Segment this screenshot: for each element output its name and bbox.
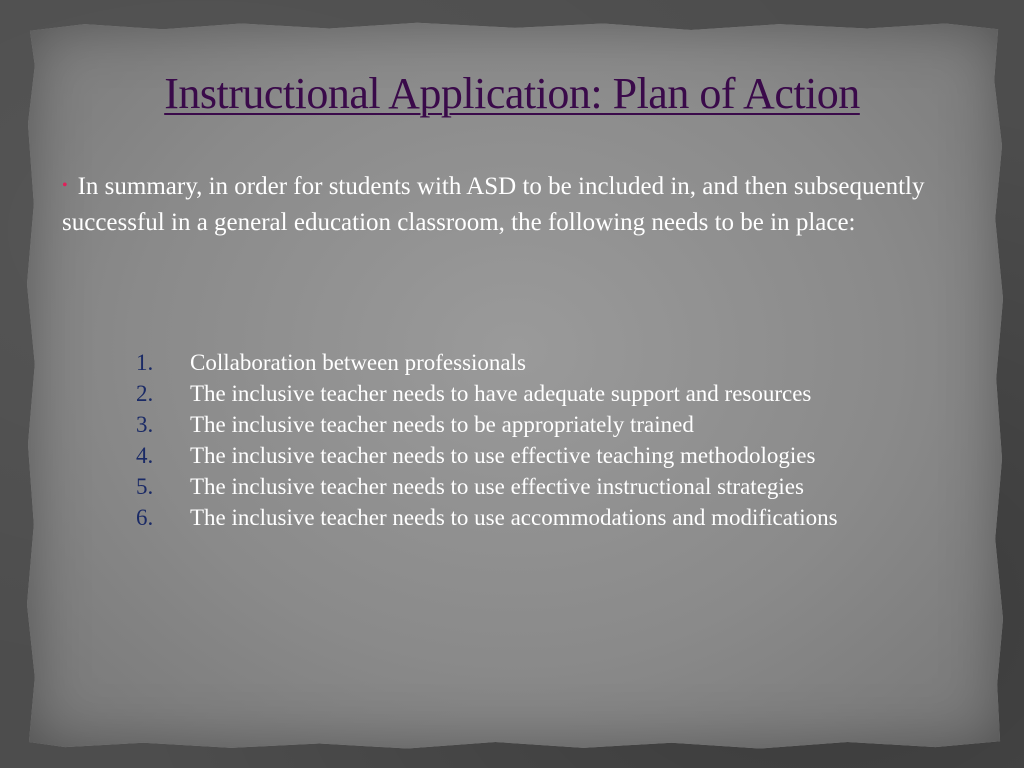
list-item-number: 4. — [136, 443, 154, 468]
list-item — [136, 502, 996, 533]
slide-title: Instructional Application: Plan of Action — [164, 69, 860, 118]
list-item-text: The inclusive teacher needs to be appropriately trained — [190, 412, 694, 437]
action-list — [136, 347, 996, 533]
list-item-text: The inclusive teacher needs to use effective instructional strategies — [190, 474, 804, 499]
list-item — [136, 409, 996, 440]
list-item-text: Collaboration between professionals — [190, 350, 526, 375]
list-item-number: 3. — [136, 412, 154, 437]
list-item — [136, 471, 996, 502]
list-item-number: 5. — [136, 474, 154, 499]
summary-text: In summary, in order for students with ASD to be included in, and then subsequently successful in a general education classroom, the following needs to be in place: — [62, 173, 925, 236]
bullet-icon: • — [62, 177, 68, 194]
list-item — [136, 378, 996, 409]
list-item-text: The inclusive teacher needs to use effective teaching methodologies — [190, 443, 816, 468]
list-item-number: 2. — [136, 381, 154, 406]
list-item — [136, 440, 996, 471]
list-item-number: 6. — [136, 505, 154, 530]
list-item — [136, 347, 996, 378]
summary-paragraph — [62, 170, 972, 239]
list-item-text: The inclusive teacher needs to use accommodations and modifications — [190, 505, 838, 530]
list-item-text: The inclusive teacher needs to have adequate support and resources — [190, 381, 812, 406]
list-item-number: 1. — [136, 350, 154, 375]
